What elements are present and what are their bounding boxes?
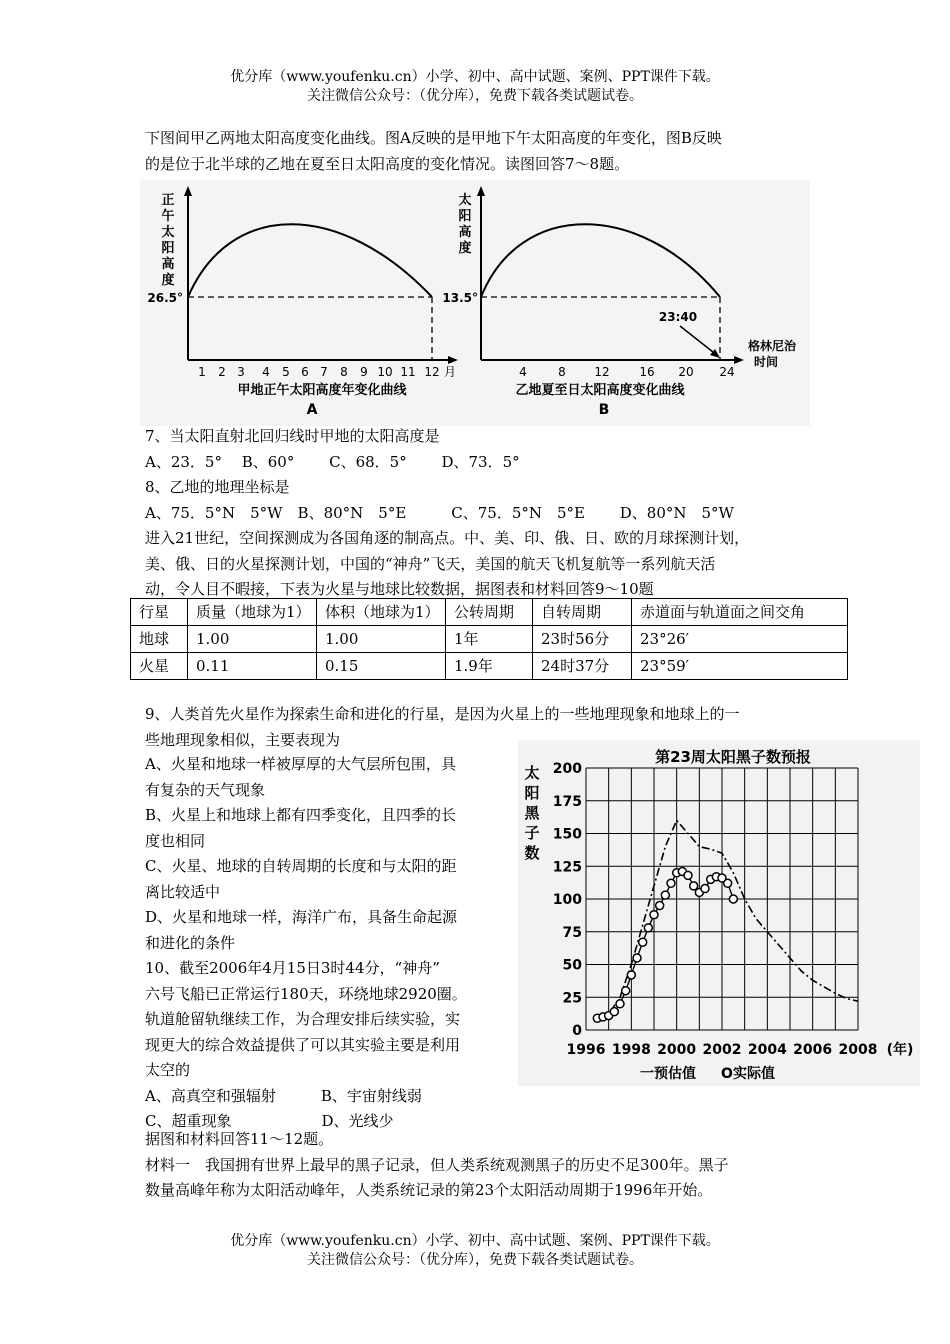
table-cell: 1.00 [317,626,446,653]
intro-text [145,126,810,177]
table-row [131,626,848,653]
q8-stem: 8、乙地的地理坐标是 [145,478,290,496]
figA-month-6: 6 [301,365,309,379]
figA-month-9: 9 [360,365,368,379]
figB-hour-24: 24 [719,365,735,379]
material-section [145,1127,810,1204]
chart-title: 第23周太阳黑子数预报 [655,748,811,766]
chart-ytick-label: 25 [562,990,582,1007]
table-cell: 0.11 [188,653,317,680]
figB-ylabel-1: 阳 [458,209,472,224]
chart-ytick-label: 150 [552,826,582,843]
chart-xtick-label: 2000 [657,1042,697,1058]
chart-point-actual [639,938,647,946]
q9-stem-line-2: 些地理现象相似，主要表现为 [145,730,341,749]
q9-stem-line-1: 9、人类首先火星作为探索生命和进化的行星，是因为火星上的一些地理现象和地球上的一 [145,705,740,723]
figB-ylabel-0: 太 [458,193,472,208]
figB-letter: B [598,402,610,418]
figB-hour-8: 8 [558,365,566,379]
figA-month-10: 10 [377,365,393,379]
table-cell: 0.15 [317,653,446,680]
q10-line-5: 太空的 [145,1061,191,1079]
figA-month-8: 8 [340,365,348,379]
chart-point-actual [633,954,641,962]
sunspot-forecast-chart [518,740,920,1086]
q10-line-1: 10、截至2006年4月15日3时44分，“神舟” [145,959,440,977]
figA-ylabel-4: 高 [161,257,175,272]
chart-xtick-label: 2008 [838,1042,878,1058]
chart-point-actual [701,885,709,893]
q10-options-1: A、高真空和强辐射 B、宇宙射线弱 [145,1086,422,1105]
table-row [131,653,848,680]
chart-point-actual [644,924,652,932]
figA-month-4: 4 [262,365,270,379]
figB-hour-4: 4 [519,365,527,379]
table-header-cell: 自转周期 [533,599,632,626]
figA-yvalue: 26.5° [147,291,183,305]
chart-xlabel: (年) [886,1042,914,1058]
chart-ylabel-char: 黑 [524,804,540,822]
table-cell: 23°59′ [632,653,848,680]
table-cell: 地球 [131,626,188,653]
chart-point-actual [616,1000,624,1008]
chart-point-actual [729,895,737,903]
q10-line-2: 六号飞船已正常运行180天，环绕地球2920圈。 [145,984,467,1003]
figA-ylabel-2: 太 [161,225,175,240]
figB-xlabel-1: 格林尼治 [747,339,797,353]
chart-ytick-label: 175 [552,793,582,810]
chart-point-actual [610,1008,618,1016]
table-cell: 23°26′ [632,626,848,653]
q10-line-4: 现更大的综合效益提供了可以其实验主要是利用 [145,1035,461,1054]
chart-point-actual [650,911,658,919]
figA-month-12: 12 [424,365,440,379]
chart-ytick-label: 50 [562,957,582,974]
solar-altitude-figures [140,180,810,426]
chart-ytick-label: 100 [552,892,582,908]
figA-ylabel-0: 正 [161,193,175,208]
chart-point-actual [661,891,669,899]
q9-option-c-2: 离比较适中 [145,882,221,901]
page-footer [0,1232,950,1270]
figB-ylabel-3: 度 [458,241,472,256]
chart-xtick-label: 2004 [747,1042,787,1058]
passage-line-2: 美、俄、日的火星探测计划，中国的“神舟”飞天，美国的航天飞机复航等一系列航天活 [145,554,716,573]
chart-ylabel-char: 阳 [524,784,540,802]
page-header [0,68,950,106]
figA-ylabel-1: 午 [161,209,175,224]
footer-line-2: 关注微信公众号：（优分库），免费下载各类试题试卷。 [307,1252,643,1268]
figA-ylabel-5: 度 [161,273,175,288]
q8-options: A、75．5°N 5°W B、80°N 5°E C、75．5°N 5°E D、80°N 5°W [145,503,734,522]
chart-point-actual [622,987,630,995]
chart-ytick-label: 125 [552,859,582,876]
table-cell: 23时56分 [533,626,632,653]
figB-time-note: 23:40 [658,310,698,324]
q11-intro: 据图和材料回答11～12题。 [145,1130,334,1148]
questions-7-8 [145,424,810,603]
material-line-2: 数量高峰年称为太阳活动峰年，人类系统记录的第23个太阳活动周期于1996年开始。 [145,1181,713,1199]
figA-ylabel-3: 阳 [161,241,175,256]
q7-options: A、23．5° B、60° C、68．5° D、73．5° [145,452,520,471]
table-cell: 1年 [446,626,533,653]
chart-point-actual [656,902,664,910]
chart-xtick-label: 2006 [793,1042,833,1058]
figB-hour-12: 12 [594,365,610,379]
figA-caption: 甲地正午太阳高度年变化曲线 [237,383,407,398]
chart-point-actual [724,879,732,887]
figA-month-11: 11 [400,365,416,379]
q9-option-b-2: 度也相同 [145,831,206,850]
table-header-cell: 公转周期 [446,599,533,626]
q9-option-d-2: 和进化的条件 [145,933,236,952]
chart-ytick-label: 200 [552,761,582,777]
passage-line-1: 进入21世纪，空间探测成为各国角逐的制高点。中、美、印、俄、日、欧的月球探测计划， [145,529,750,547]
table-header-row [131,599,848,626]
figB-hour-20: 20 [678,365,694,379]
q7-stem: 7、当太阳直射北回归线时甲地的太阳高度是 [145,427,440,445]
material-line-1: 材料一 我国拥有世界上最早的黑子记录，但人类系统观测黑子的历史不足300年。黑子 [145,1155,729,1174]
chart-ylabel-char: 子 [524,824,540,842]
table-header-cell: 体积（地球为1） [317,599,446,626]
chart-ylabel-char: 数 [524,844,540,862]
figA-month-3: 3 [237,365,245,379]
figA-month-7: 7 [320,365,328,379]
chart-legend-actual: O实际值 [721,1066,775,1082]
q10-line-3: 轨道舱留轨继续工作，为合理安排后续实验，实 [145,1010,461,1028]
chart-point-actual [627,971,635,979]
table-cell: 1.9年 [446,653,533,680]
chart-xtick-label: 1998 [611,1042,651,1058]
figB-ylabel-2: 高 [458,225,472,240]
table-header-cell: 赤道面与轨道面之间交角 [632,599,848,626]
chart-ytick-label: 0 [572,1023,582,1039]
table-header-cell: 质量（地球为1） [188,599,317,626]
q9-option-b-1: B、火星上和地球上都有四季变化，且四季的长 [145,806,457,824]
table-cell: 24时37分 [533,653,632,680]
chart-ytick-label: 75 [562,924,582,941]
q9-option-a-1: A、火星和地球一样被厚厚的大气层所包围，具 [145,755,456,773]
intro-line-2: 的是位于北半球的乙地在夏至日太阳高度的变化情况。读图回答7～8题。 [145,154,630,173]
chart-point-actual [667,879,675,887]
passage-line-3: 动，令人目不暇接，下表为火星与地球比较数据，据图表和材料回答9～10题 [145,580,654,598]
planet-comparison-table [130,598,848,680]
chart-xtick-label: 1996 [566,1042,606,1058]
chart-legend-estimate: 一预估值 [640,1066,696,1082]
q10-options-2: C、超重现象 D、光线少 [145,1112,394,1130]
intro-line-1: 下图间甲乙两地太阳高度变化曲线。图A反映的是甲地下午太阳高度的年变化，图B反映 [145,129,722,147]
chart-ylabel-char: 太 [524,764,540,782]
footer-line-1: 优分库（www.youfenku.cn）小学、初中、高中试题、案例、PPT课件下载。 [230,1233,720,1249]
chart-xtick-label: 2002 [702,1042,742,1058]
table-cell: 1.00 [188,626,317,653]
figA-month-5: 5 [282,365,290,379]
figA-month-1: 1 [198,365,206,379]
q9-q10-column [145,752,517,1135]
q9-option-a-2: 有复杂的天气现象 [145,780,266,799]
q9-option-c-1: C、火星、地球的自转周期的长度和与太阳的距 [145,857,457,875]
figA-month-unit: 月 [443,365,457,379]
table-cell: 火星 [131,653,188,680]
figA-month-2: 2 [218,365,226,379]
figB-hour-16: 16 [639,365,655,379]
header-line-1: 优分库（www.youfenku.cn）小学、初中、高中试题、案例、PPT课件下载。 [230,69,720,85]
figB-xlabel-2: 时间 [753,355,779,369]
figB-yvalue: 13.5° [442,291,478,305]
header-line-2: 关注微信公众号：（优分库），免费下载各类试题试卷。 [307,88,643,104]
figB-caption: 乙地夏至日太阳高度变化曲线 [515,383,685,398]
chart-point-actual [684,871,692,879]
q9-option-d-1: D、火星和地球一样，海洋广布，具备生命起源 [145,908,458,926]
figA-letter: A [306,402,318,418]
table-header-cell: 行星 [131,599,188,626]
